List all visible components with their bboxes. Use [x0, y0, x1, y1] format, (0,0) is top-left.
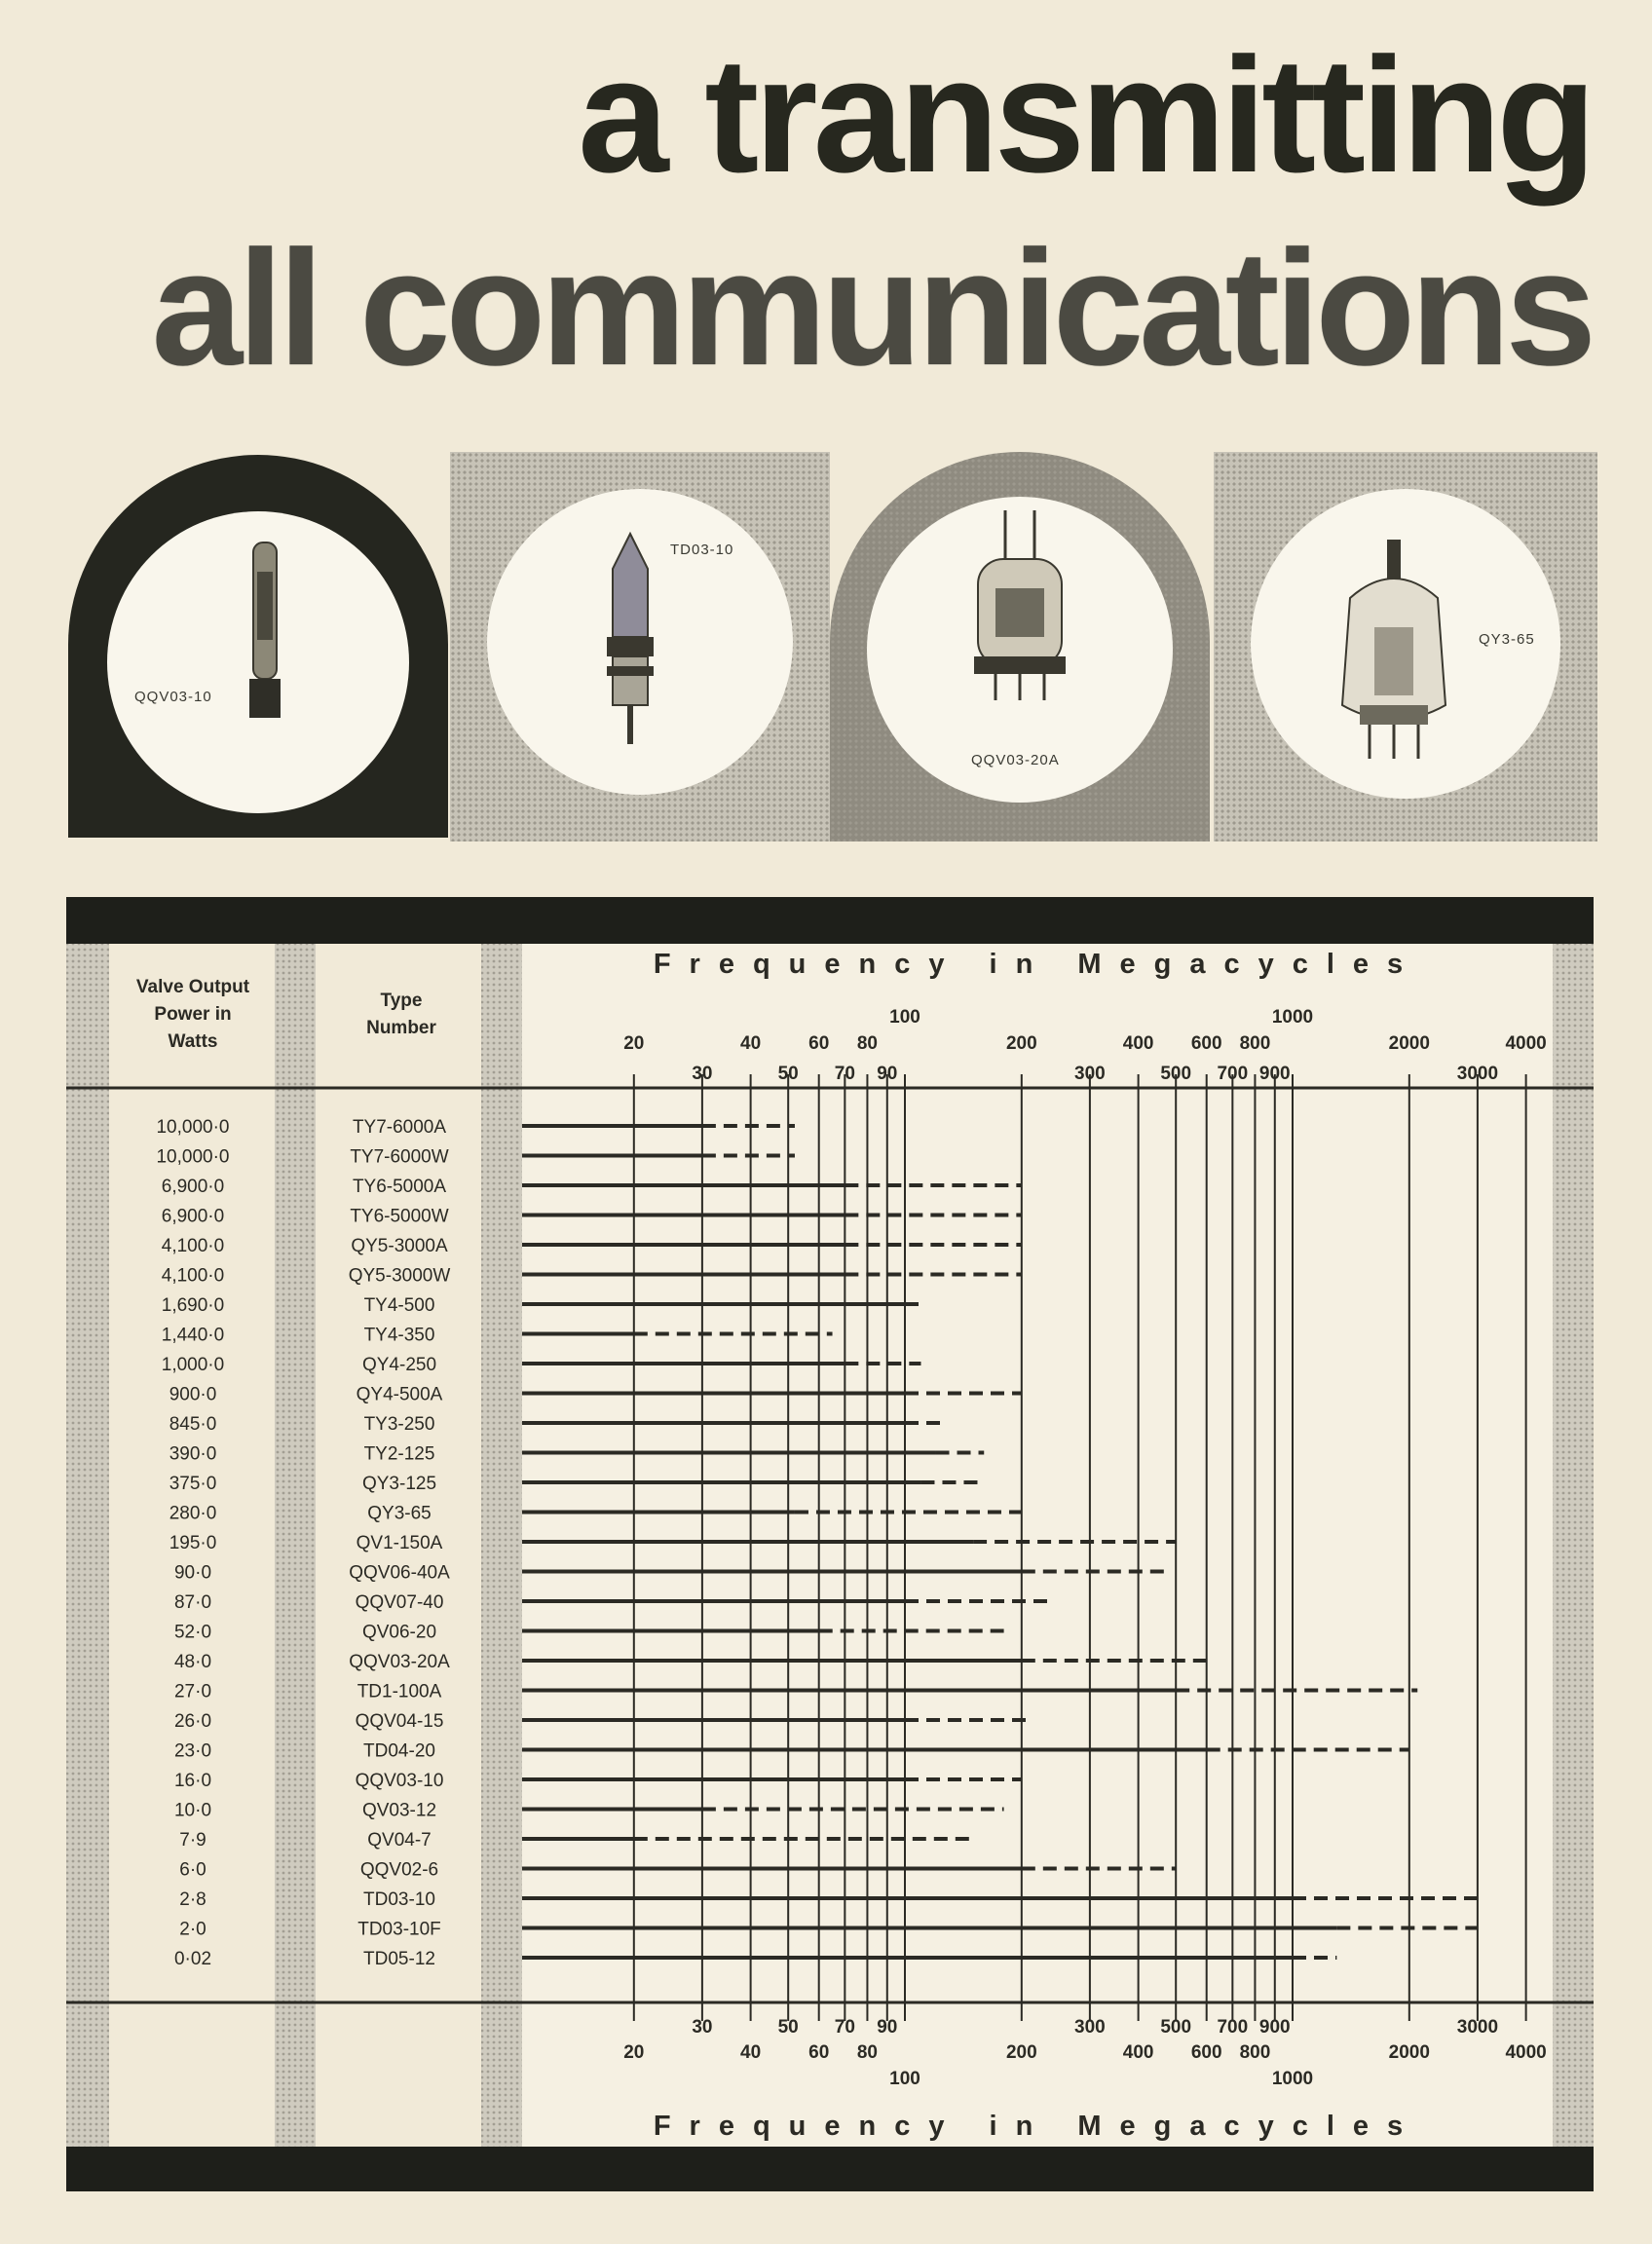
x-tick-label-bottom: 60	[808, 2042, 830, 2063]
power-value: 2·0	[179, 1919, 206, 1940]
power-header-line: Valve Output	[135, 977, 250, 997]
power-value: 1,000·0	[161, 1355, 225, 1375]
power-header	[136, 977, 250, 1052]
type-number: QY3-125	[361, 1474, 437, 1494]
chart-side-stripe-1	[275, 944, 316, 2147]
type-number: QY4-500A	[356, 1384, 443, 1405]
power-value: 390·0	[169, 1443, 217, 1465]
x-tick-label-bottom: 50	[777, 2017, 799, 2038]
type-number: QQV03-10	[355, 1771, 444, 1791]
type-header-line: Type	[380, 991, 423, 1011]
x-tick-label-bottom: 3000	[1456, 2017, 1499, 2038]
power-header-line: Watts	[168, 1031, 218, 1052]
power-header-line: Power in	[154, 1004, 232, 1025]
headline-line-1: a transmitting	[578, 23, 1592, 206]
x-tick-label-top: 3000	[1456, 1064, 1499, 1084]
x-tick-label-top: 90	[877, 1064, 898, 1084]
chart-title: Frequency in Megacycles	[653, 949, 1422, 980]
type-number: TY6-5000A	[352, 1177, 447, 1197]
valve-label: TD03-10	[670, 542, 734, 558]
valve-label: QQV03-10	[134, 689, 212, 705]
chart-side-stripe-left	[66, 944, 109, 2147]
type-number: QQV02-6	[359, 1859, 439, 1881]
x-tick-label-top: 800	[1239, 1033, 1271, 1054]
power-value: 0·02	[173, 1949, 212, 1969]
x-tick-label-bottom: 30	[692, 2017, 713, 2038]
x-tick-label-bottom: 300	[1074, 2017, 1106, 2038]
x-tick-label-top: 700	[1217, 1064, 1249, 1084]
type-number: QV1-150A	[356, 1533, 443, 1553]
x-tick-label-top: 60	[808, 1033, 830, 1054]
power-value: 16·0	[173, 1771, 212, 1791]
power-value: 27·0	[173, 1681, 212, 1702]
x-tick-label-top: 400	[1122, 1033, 1154, 1054]
x-tick-label-bottom: 200	[1005, 2042, 1037, 2063]
power-value: 900·0	[169, 1384, 217, 1405]
type-header	[366, 991, 436, 1038]
power-value: 10,000·0	[156, 1117, 230, 1138]
x-tick-label-top: 80	[856, 1033, 879, 1054]
x-axis-title: Frequency in Megacycles	[653, 2111, 1422, 2142]
type-number: QV04-7	[367, 1830, 432, 1851]
x-tick-label-top: 500	[1160, 1064, 1192, 1084]
x-tick-label-bottom: 400	[1122, 2042, 1154, 2063]
x-tick-label-bottom: 40	[740, 2042, 762, 2063]
chart-top-band	[66, 897, 1594, 944]
power-value: 195·0	[169, 1533, 217, 1553]
headline-line-2: all communications	[151, 216, 1592, 399]
chart-side-stripe-right	[1553, 944, 1594, 2147]
x-tick-label-bottom: 100	[889, 2069, 920, 2089]
x-tick-label-top: 900	[1258, 1064, 1291, 1084]
x-tick-label-bottom: 1000	[1271, 2069, 1314, 2089]
x-tick-label-bottom: 80	[856, 2042, 879, 2063]
power-value: 1,440·0	[161, 1325, 225, 1346]
type-number: QQV07-40	[355, 1592, 444, 1613]
type-number: TD05-12	[363, 1949, 435, 1969]
type-number: QY5-3000A	[351, 1236, 448, 1256]
type-number: TD03-10	[363, 1889, 435, 1910]
power-value: 845·0	[169, 1414, 217, 1435]
chart-side-stripe-2	[481, 944, 522, 2147]
x-tick-label-top: 100	[889, 1007, 920, 1028]
x-tick-label-bottom: 900	[1258, 2017, 1291, 2038]
type-number: TD03-10F	[357, 1919, 441, 1940]
type-number: TY4-500	[363, 1295, 435, 1316]
valve-label: QQV03-20A	[971, 752, 1060, 768]
type-header-line: Number	[366, 1018, 436, 1038]
x-tick-label-top: 1000	[1271, 1007, 1314, 1028]
type-number: TY6-5000W	[350, 1206, 449, 1227]
power-value: 6·0	[179, 1859, 206, 1881]
power-value: 87·0	[173, 1592, 212, 1613]
type-number: TD04-20	[363, 1740, 435, 1762]
x-tick-label-top: 200	[1005, 1033, 1037, 1054]
x-tick-label-bottom: 800	[1239, 2042, 1271, 2063]
x-tick-label-top: 2000	[1388, 1033, 1430, 1054]
power-value: 23·0	[173, 1740, 212, 1762]
type-number: QY3-65	[367, 1503, 432, 1524]
type-number: TD1-100A	[357, 1681, 442, 1702]
type-number: QV06-20	[361, 1622, 437, 1643]
x-tick-label-top: 300	[1074, 1064, 1106, 1084]
type-number: QQV06-40A	[349, 1562, 450, 1584]
power-value: 4,100·0	[161, 1265, 225, 1287]
power-value: 26·0	[173, 1711, 212, 1732]
power-value: 4,100·0	[161, 1236, 225, 1256]
power-value: 1,690·0	[161, 1295, 225, 1316]
type-number: TY2-125	[363, 1443, 435, 1465]
x-tick-label-top: 600	[1190, 1033, 1222, 1054]
x-tick-label-top: 30	[692, 1064, 713, 1084]
x-tick-label-bottom: 700	[1217, 2017, 1249, 2038]
x-tick-label-bottom: 4000	[1505, 2042, 1547, 2063]
power-value: 10·0	[173, 1800, 212, 1821]
type-number: TY7-6000W	[350, 1146, 449, 1168]
x-tick-label-bottom: 500	[1160, 2017, 1192, 2038]
x-tick-label-bottom: 2000	[1388, 2042, 1430, 2063]
type-number: QV03-12	[361, 1800, 437, 1821]
type-number: TY7-6000A	[352, 1117, 447, 1138]
x-tick-label-top: 50	[777, 1064, 799, 1084]
power-value: 6,900·0	[161, 1206, 225, 1227]
type-number: QY5-3000W	[348, 1265, 451, 1287]
power-value: 48·0	[173, 1652, 212, 1672]
chart-bottom-band	[66, 2147, 1594, 2191]
power-value: 6,900·0	[161, 1177, 225, 1197]
power-value: 7·9	[179, 1830, 206, 1851]
x-tick-label-top: 70	[834, 1064, 855, 1084]
power-value: 90·0	[173, 1562, 212, 1584]
type-number: QQV04-15	[355, 1711, 444, 1732]
x-tick-label-top: 4000	[1505, 1033, 1547, 1054]
type-number: TY4-350	[363, 1325, 435, 1346]
power-value: 375·0	[169, 1474, 217, 1494]
type-number: QQV03-20A	[349, 1652, 450, 1672]
x-tick-label-bottom: 600	[1190, 2042, 1222, 2063]
type-number: QY4-250	[361, 1355, 437, 1375]
power-value: 2·8	[179, 1889, 206, 1910]
x-tick-label-top: 40	[740, 1033, 762, 1054]
x-tick-label-bottom: 70	[834, 2017, 855, 2038]
type-number: TY3-250	[363, 1414, 435, 1435]
valve-label: QY3-65	[1479, 631, 1535, 648]
x-tick-label-top: 20	[623, 1033, 645, 1054]
x-tick-label-bottom: 20	[623, 2042, 645, 2063]
power-value: 52·0	[173, 1622, 212, 1643]
power-value: 10,000·0	[156, 1146, 230, 1168]
x-tick-label-bottom: 90	[877, 2017, 898, 2038]
power-value: 280·0	[169, 1503, 217, 1524]
